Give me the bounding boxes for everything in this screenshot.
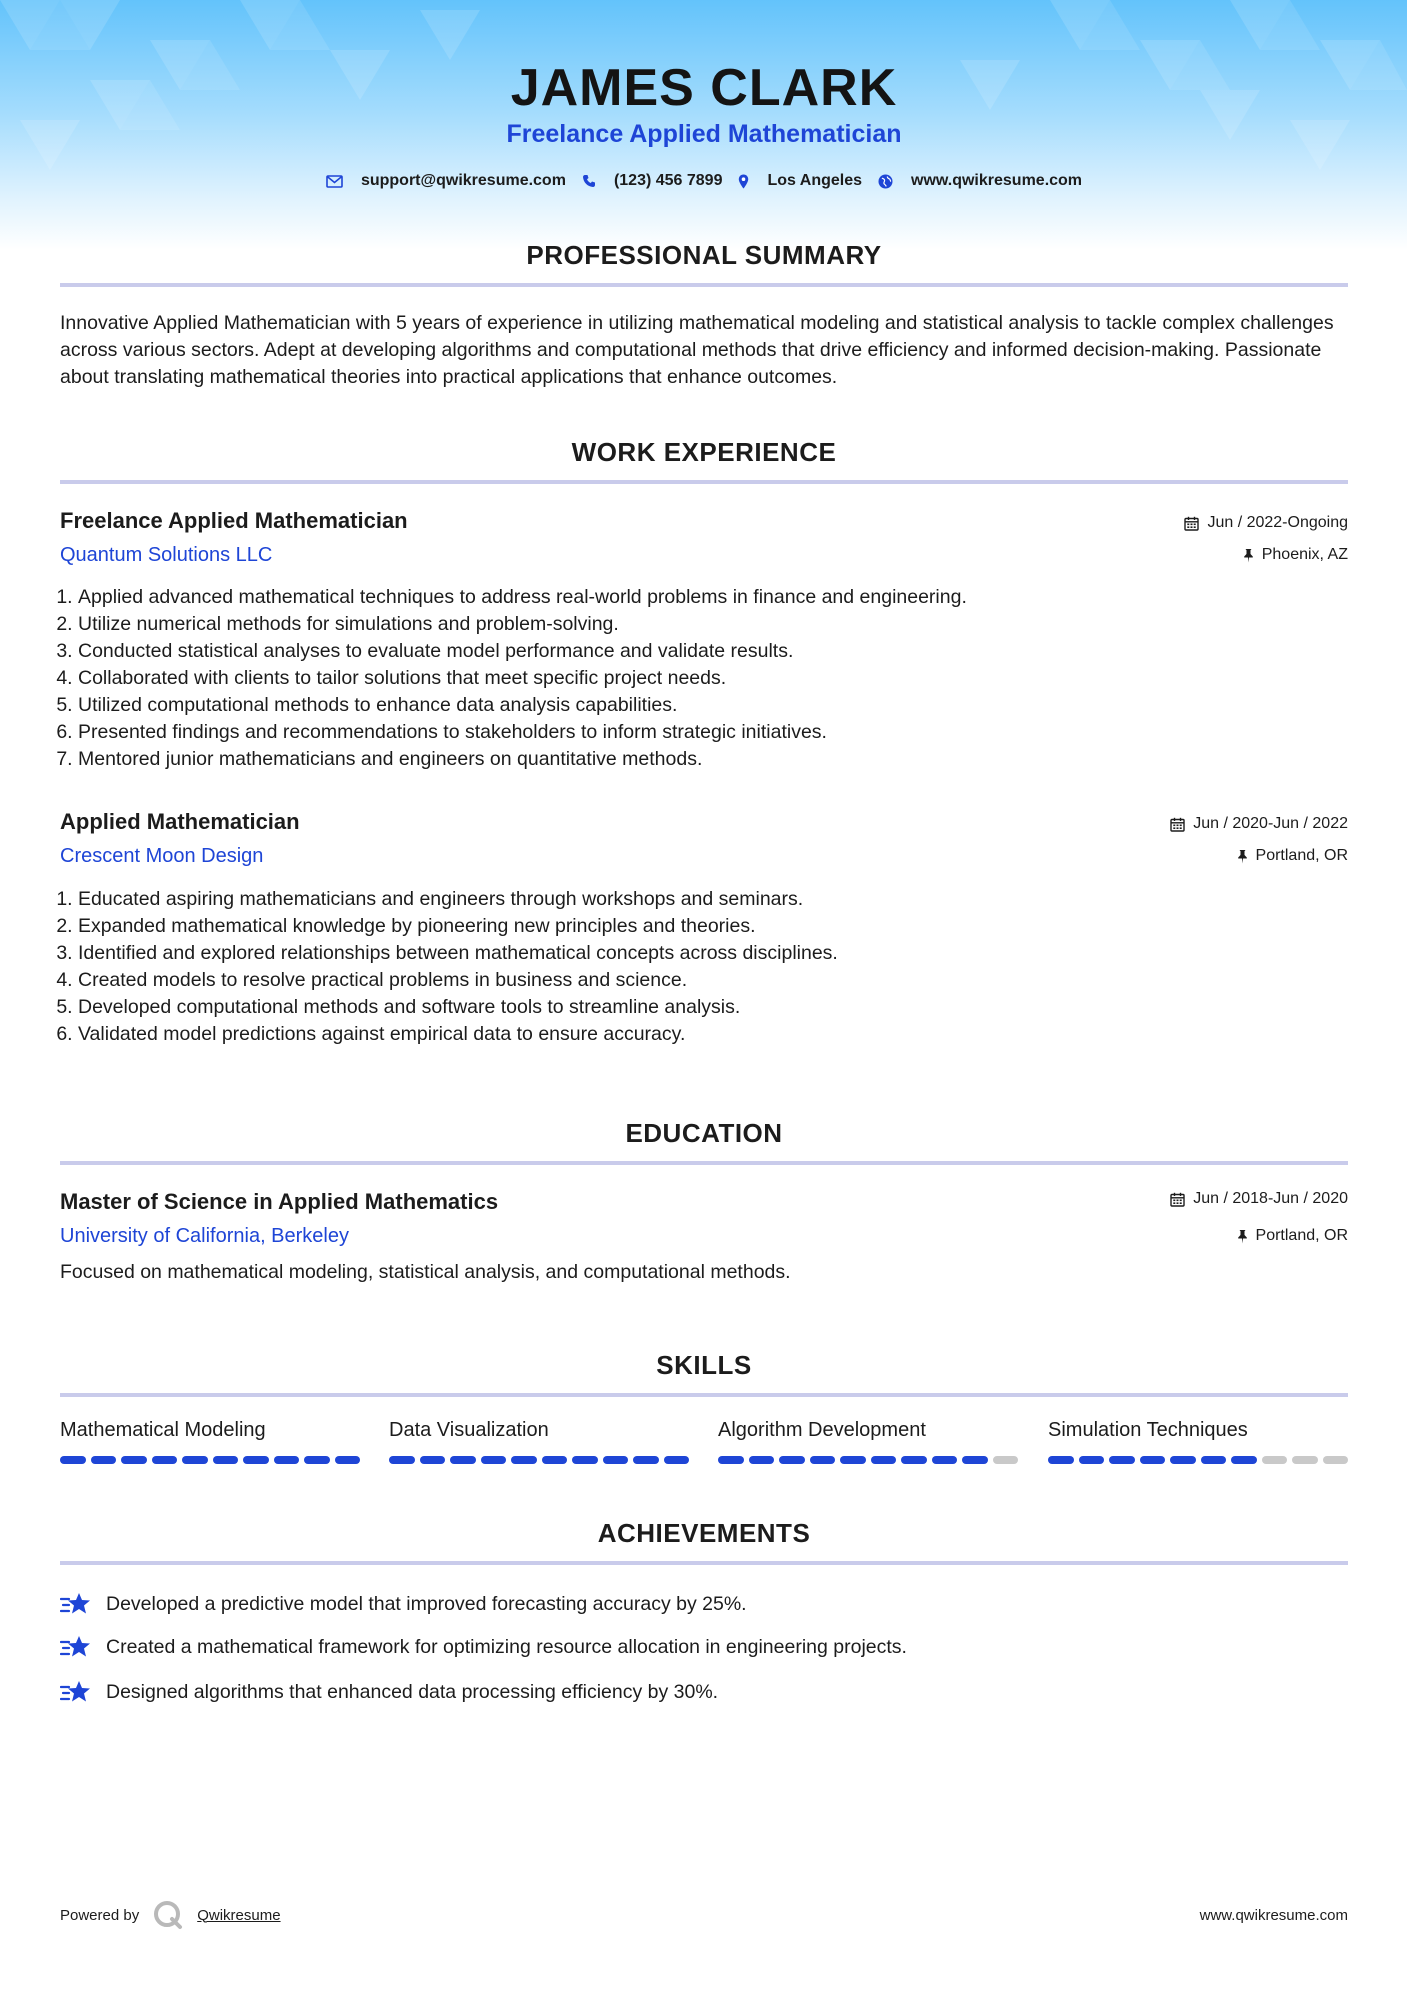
skill-name: Mathematical Modeling xyxy=(60,1419,266,1441)
job-date xyxy=(1184,514,1348,532)
skill-segment-filled xyxy=(481,1456,507,1464)
job-title: Applied Mathematician xyxy=(60,809,300,834)
duty-item: 7. Mentored junior mathematicians and engineers on quantitative methods. xyxy=(78,746,1348,773)
duty-item: 3. Identified and explored relationships between mathematical concepts across disciplines. xyxy=(78,940,1348,967)
achievement-item xyxy=(60,1633,1348,1661)
calendar-icon xyxy=(1170,1192,1185,1207)
duty-item: 1. Applied advanced mathematical techniques to address real-world problems in finance and engineering. xyxy=(78,584,1348,611)
education-date-text: Jun / 2018-Jun / 2020 xyxy=(1193,1190,1348,1207)
summary-divider xyxy=(60,283,1348,287)
footer-url[interactable]: www.qwikresume.com xyxy=(1199,1907,1348,1924)
contact-phone[interactable] xyxy=(582,172,723,190)
candidate-name: JAMES CLARK xyxy=(510,59,898,117)
skill-segment-filled xyxy=(243,1456,269,1464)
calendar-icon xyxy=(1184,516,1199,531)
skill-segment-filled xyxy=(840,1456,866,1464)
summary-heading: PROFESSIONAL SUMMARY xyxy=(526,240,882,270)
pushpin-icon xyxy=(1237,1229,1248,1244)
contact-location-text: Los Angeles xyxy=(767,172,863,189)
skill-item xyxy=(389,1419,689,1464)
achievement-text: Designed algorithms that enhanced data processing efficiency by 30%. xyxy=(106,1680,719,1703)
education-description: Focused on mathematical modeling, statistical analysis, and computational methods. xyxy=(60,1261,791,1283)
duty-item: 6. Validated model predictions against empirical data to ensure accuracy. xyxy=(78,1021,1348,1048)
duty-item: 3. Conducted statistical analyses to evaluate model performance and validate results. xyxy=(78,638,1348,665)
duty-item: 2. Expanded mathematical knowledge by pioneering new principles and theories. xyxy=(78,913,1348,940)
skill-segment-filled xyxy=(718,1456,744,1464)
powered-by-label: Powered by xyxy=(60,1906,140,1924)
contact-email-text: support@qwikresume.com xyxy=(360,172,566,189)
achievements-heading: ACHIEVEMENTS xyxy=(597,1518,811,1548)
skill-segment-filled xyxy=(152,1456,178,1464)
candidate-title: Freelance Applied Mathematician xyxy=(506,120,902,148)
skill-name: Data Visualization xyxy=(389,1419,549,1441)
job-location xyxy=(1243,546,1348,564)
map-pin-icon xyxy=(738,174,749,189)
skill-segment-filled xyxy=(572,1456,598,1464)
skill-segment-filled xyxy=(1231,1456,1257,1464)
skill-item xyxy=(1048,1419,1348,1464)
skill-segment-filled xyxy=(1170,1456,1196,1464)
job-duties xyxy=(60,886,1348,1048)
skill-segment-filled xyxy=(901,1456,927,1464)
education-date xyxy=(1170,1190,1348,1208)
job-date-text: Jun / 2022-Ongoing xyxy=(1207,514,1348,531)
skill-segment-filled xyxy=(213,1456,239,1464)
pushpin-icon xyxy=(1243,548,1254,563)
skill-segment-filled xyxy=(633,1456,659,1464)
skills-divider xyxy=(60,1393,1348,1397)
skill-name: Simulation Techniques xyxy=(1048,1419,1248,1441)
summary-text: Innovative Applied Mathematician with 5 years of experience in utilizing mathematical modeling and statistical analysis to tackle complex challenges across various sectors. Adept at developing algorithms and computational methods that drive efficiency and informed decision-making. Passionate about translating mathematical theories into practical applications that enhance outcomes. xyxy=(60,312,1334,388)
job-location-text: Phoenix, AZ xyxy=(1261,546,1348,563)
duty-item: 1. Educated aspiring mathematicians and engineers through workshops and seminars. xyxy=(78,886,1348,913)
achievement-item xyxy=(60,1590,1348,1618)
achievement-text: Developed a predictive model that improved forecasting accuracy by 25%. xyxy=(106,1592,747,1615)
job-company: Quantum Solutions LLC xyxy=(60,544,273,566)
footer-branding xyxy=(60,1900,281,1930)
skill-segment-empty xyxy=(993,1456,1019,1464)
skill-segment-filled xyxy=(810,1456,836,1464)
skill-segment-filled xyxy=(121,1456,147,1464)
skill-segment-filled xyxy=(871,1456,897,1464)
skills-heading: SKILLS xyxy=(656,1350,752,1380)
skill-level-bar xyxy=(1048,1456,1348,1464)
skill-segment-filled xyxy=(664,1456,690,1464)
duty-item: 5. Developed computational methods and software tools to streamline analysis. xyxy=(78,994,1348,1021)
achievement-text: Created a mathematical framework for optimizing resource allocation in engineering projects. xyxy=(106,1635,907,1658)
skill-segment-filled xyxy=(1109,1456,1135,1464)
skill-level-bar xyxy=(389,1456,689,1464)
skill-level-bar xyxy=(60,1456,360,1464)
skill-segment-filled xyxy=(1140,1456,1166,1464)
job-date xyxy=(1170,815,1348,833)
education-heading: EDUCATION xyxy=(625,1118,783,1148)
skill-segment-filled xyxy=(511,1456,537,1464)
skill-segment-filled xyxy=(182,1456,208,1464)
qwikresume-link[interactable]: Qwikresume xyxy=(197,1906,281,1924)
duty-item: 4. Collaborated with clients to tailor solutions that meet specific project needs. xyxy=(78,665,1348,692)
skill-segment-filled xyxy=(274,1456,300,1464)
job-title: Freelance Applied Mathematician xyxy=(60,508,408,533)
education-location-text: Portland, OR xyxy=(1255,1227,1348,1244)
contact-email[interactable] xyxy=(326,172,566,190)
skill-segment-empty xyxy=(1292,1456,1318,1464)
school-name: University of California, Berkeley xyxy=(60,1225,349,1247)
duty-item: 4. Created models to resolve practical problems in business and science. xyxy=(78,967,1348,994)
star-badge-icon xyxy=(60,1590,92,1618)
contact-website-text: www.qwikresume.com xyxy=(911,172,1083,189)
duty-item: 5. Utilized computational methods to enhance data analysis capabilities. xyxy=(78,692,1348,719)
skill-item xyxy=(718,1419,1018,1464)
skill-segment-filled xyxy=(389,1456,415,1464)
skill-segment-filled xyxy=(91,1456,117,1464)
duty-item: 6. Presented findings and recommendations to stakeholders to inform strategic initiatives. xyxy=(78,719,1348,746)
experience-divider xyxy=(60,480,1348,484)
skill-segment-filled xyxy=(779,1456,805,1464)
skill-segment-filled xyxy=(304,1456,330,1464)
degree-title: Master of Science in Applied Mathematics xyxy=(60,1189,499,1214)
skill-segment-filled xyxy=(1201,1456,1227,1464)
skill-name: Algorithm Development xyxy=(718,1419,926,1441)
pushpin-icon xyxy=(1237,849,1248,864)
skill-segment-filled xyxy=(420,1456,446,1464)
contact-bar xyxy=(60,172,1348,190)
job-duties xyxy=(60,584,1348,773)
skill-segment-empty xyxy=(1323,1456,1349,1464)
qwikresume-logo-icon xyxy=(153,1900,183,1930)
skill-level-bar xyxy=(718,1456,1018,1464)
skill-segment-filled xyxy=(962,1456,988,1464)
skill-segment-filled xyxy=(1048,1456,1074,1464)
experience-heading: WORK EXPERIENCE xyxy=(571,437,837,467)
skill-segment-filled xyxy=(542,1456,568,1464)
star-badge-icon xyxy=(60,1633,92,1661)
skill-segment-filled xyxy=(450,1456,476,1464)
skill-segment-filled xyxy=(932,1456,958,1464)
skill-segment-filled xyxy=(335,1456,361,1464)
star-badge-icon xyxy=(60,1678,92,1706)
job-company: Crescent Moon Design xyxy=(60,845,264,867)
skill-segment-filled xyxy=(603,1456,629,1464)
contact-website[interactable] xyxy=(878,172,1082,190)
calendar-icon xyxy=(1170,817,1185,832)
skill-segment-filled xyxy=(1079,1456,1105,1464)
achievement-item xyxy=(60,1678,1348,1706)
job-location-text: Portland, OR xyxy=(1255,847,1348,864)
phone-icon xyxy=(582,174,596,188)
job-location xyxy=(1237,847,1348,865)
skill-segment-filled xyxy=(749,1456,775,1464)
achievements-divider xyxy=(60,1561,1348,1565)
job-date-text: Jun / 2020-Jun / 2022 xyxy=(1193,815,1348,832)
skill-segment-filled xyxy=(60,1456,86,1464)
globe-icon xyxy=(878,174,893,189)
education-location xyxy=(1237,1227,1348,1245)
envelope-icon xyxy=(326,175,343,188)
contact-phone-text: (123) 456 7899 xyxy=(613,172,723,189)
skill-segment-empty xyxy=(1262,1456,1288,1464)
skill-item xyxy=(60,1419,360,1464)
education-divider xyxy=(60,1161,1348,1165)
duty-item: 2. Utilize numerical methods for simulations and problem-solving. xyxy=(78,611,1348,638)
contact-location xyxy=(738,172,862,190)
